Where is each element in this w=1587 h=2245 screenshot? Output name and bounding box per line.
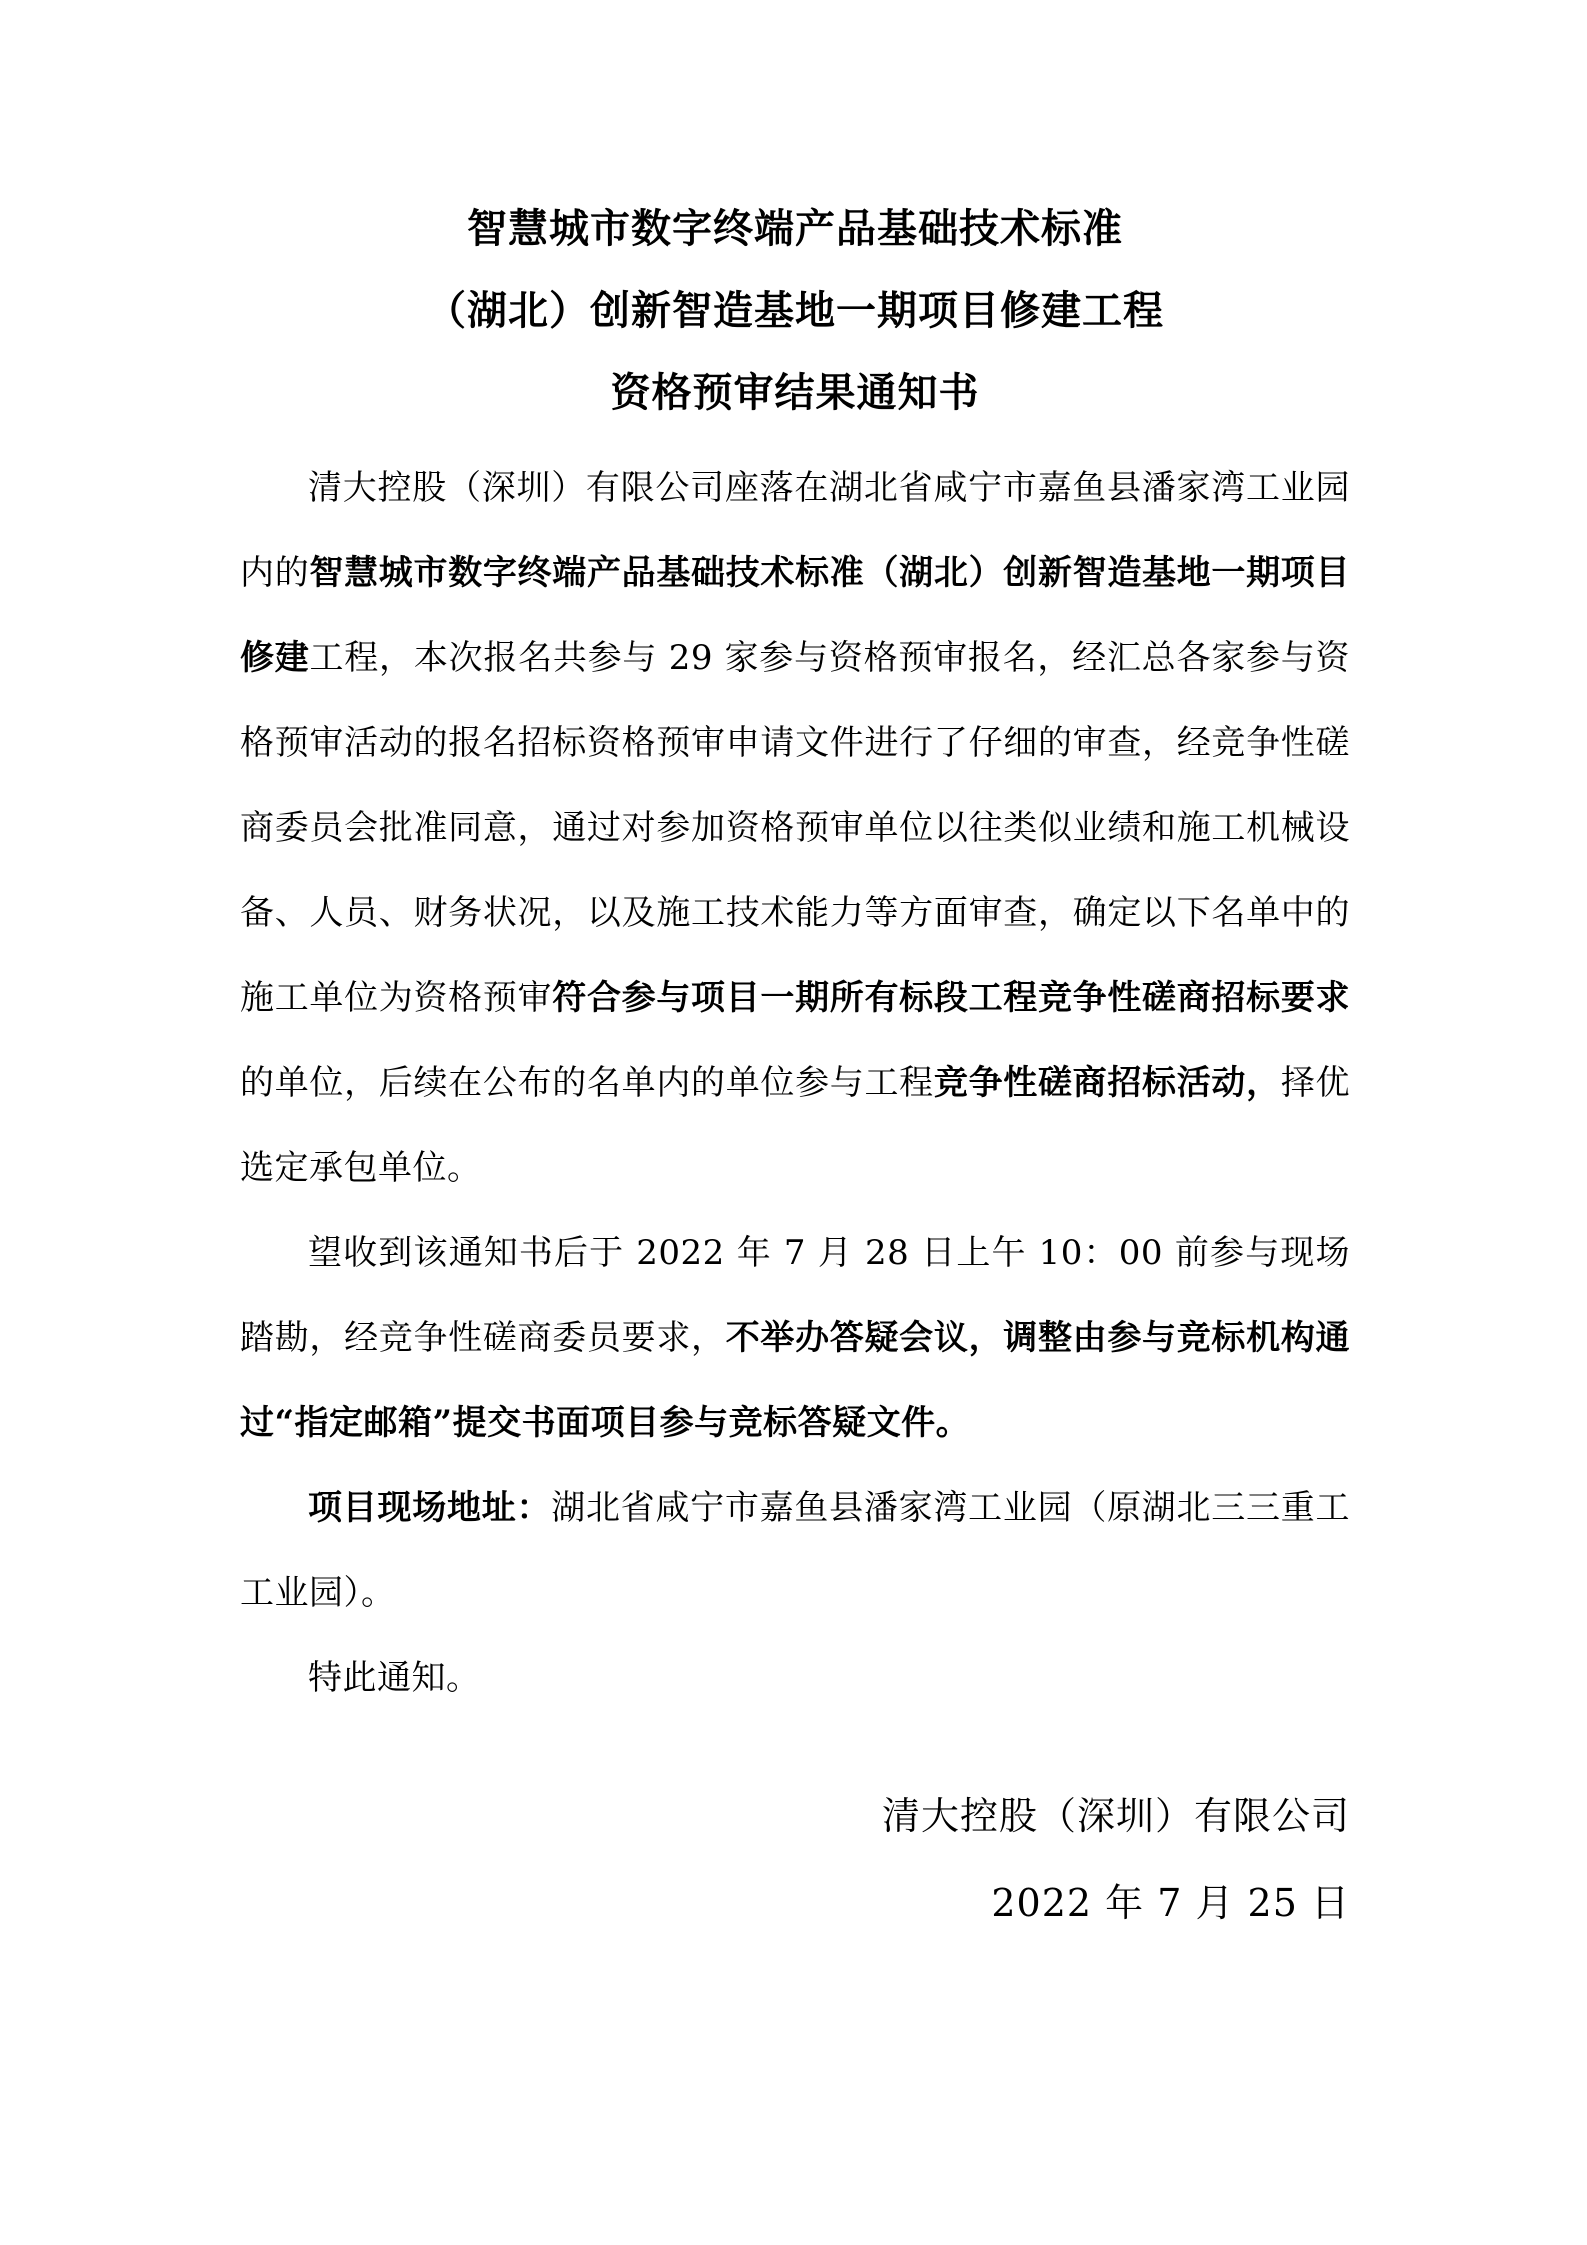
body-paragraph-3 — [240, 1466, 1350, 1636]
p1-text-1: 清大控股（深圳）有限公司座落在湖北省咸宁市嘉鱼县潘家湾工业园内的 — [240, 468, 1350, 593]
p2-emphasis: 不举办答疑会议，调整由参与竞标机构通过“指定邮箱”提交书面项目参与竞标答疑文件。 — [240, 1318, 1351, 1443]
signature-company: 清大控股（深圳）有限公司 — [881, 1794, 1350, 1838]
document-title-line-3: 资格预审结果通知书 — [610, 369, 980, 416]
p2-text-1: 望收到该通知书后于 2022 年 7 月 28 日上午 10：00 前参与现场踏勘，经竞争性磋商委员要求， — [240, 1233, 1350, 1358]
document-title-line-2: （湖北）创新智造基地一期项目修建工程 — [426, 287, 1164, 334]
site-address-value: 湖北省咸宁市嘉鱼县潘家湾工业园（原湖北三三重工工业园）。 — [240, 1488, 1351, 1613]
signature-date: 2022 年 7 月 25 日 — [991, 1881, 1350, 1925]
site-address-label: 项目现场地址： — [308, 1488, 552, 1528]
p1-activity: 竞争性磋商招标活动， — [933, 1063, 1281, 1103]
p1-text-2: 工程，本次报名共参与 29 家参与资格预审报名，经汇总各家参与资格预审活动的报名招标资格预审申请文件进行了仔细的审查，经竞争性磋商委员会批准同意，通过对参加资格预审单位以往类似业绩和施工机械设备、人员、财务状况，以及施工技术能力等方面审查，确定以下名单中的施工单位为资格预审 — [240, 638, 1350, 1018]
document-title-line-1: 智慧城市数字终端产品基础技术标准 — [467, 205, 1123, 252]
p1-requirement: 符合参与项目一期所有标段工程竞争性磋商招标要求 — [552, 978, 1351, 1018]
notice-document — [240, 200, 1350, 1721]
p1-text-4: 择优选定承包单位。 — [240, 1063, 1351, 1188]
body-paragraph-4: 特此通知。 — [308, 1658, 481, 1698]
body-paragraph-1 — [240, 446, 1350, 1211]
p1-text-3: 的单位，后续在公布的名单内的单位参与工程 — [240, 1063, 934, 1103]
p1-project-name: 智慧城市数字终端产品基础技术标准（湖北）创新智造基地一期项目修建 — [240, 553, 1351, 678]
body-paragraph-2 — [240, 1211, 1350, 1466]
